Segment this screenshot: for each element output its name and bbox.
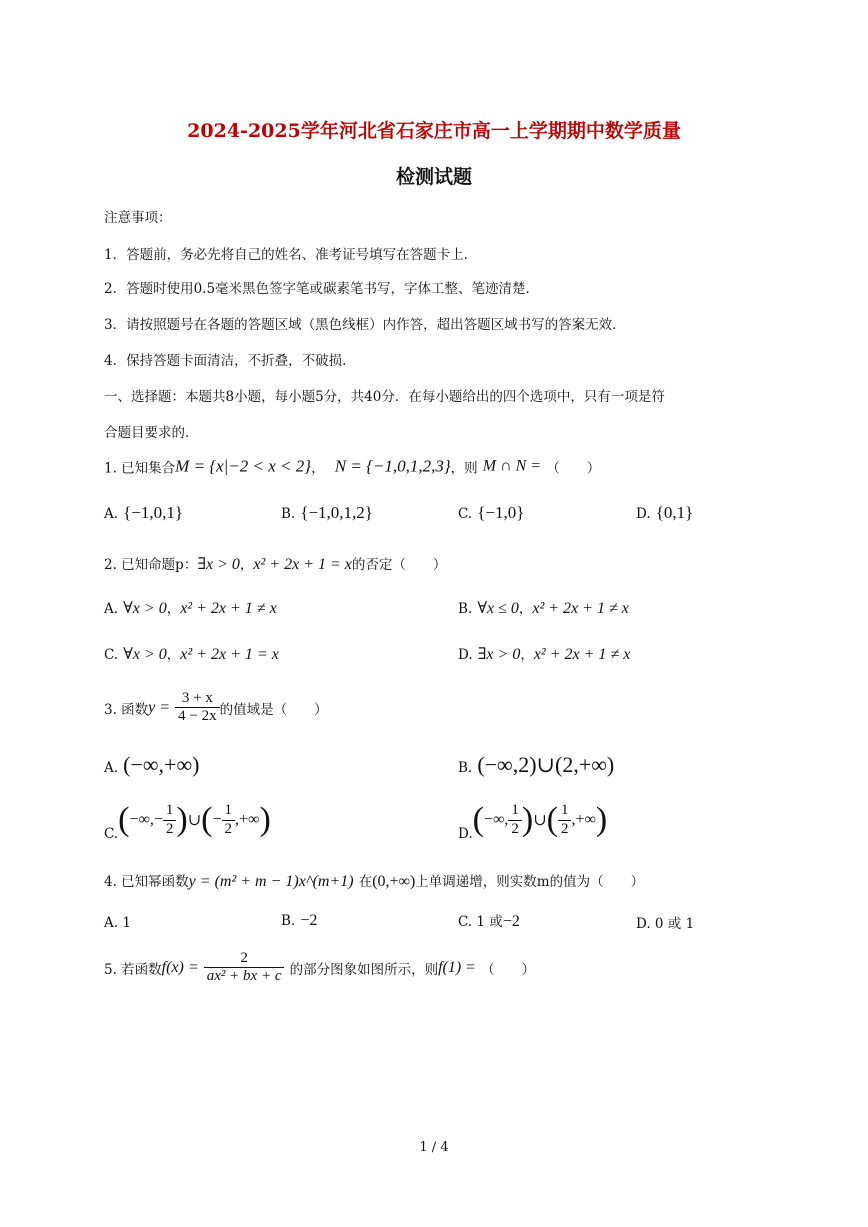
q1-option-b (281, 503, 373, 523)
q1-option-d-label: D. (636, 506, 651, 522)
q3-option-a-value: (−∞,+∞) (123, 752, 200, 777)
title-line-2: 检测试题 (395, 166, 472, 188)
q4-option-c-label: C. 1 或 (458, 914, 503, 930)
q1-option-a-label: A. (104, 506, 119, 522)
notice-item-3: 3．请按照题号在各题的答题区域（黑色线框）内作答，超出答题区域书写的答案无效． (104, 317, 626, 333)
q2-option-a-label: A. (104, 601, 119, 617)
q5-f1: f(1) = (438, 958, 476, 976)
q2-option-c: C. ∀x > 0，x² + 2x + 1 = x (104, 646, 279, 663)
q4-option-a (104, 912, 131, 932)
q3-fraction (175, 690, 219, 726)
q1-paren: （ ） (546, 460, 601, 477)
page-number: 1 / 4 (419, 1140, 449, 1155)
q4-option-c-value: −2 (502, 913, 520, 930)
q4-option-b-label: B. (281, 913, 296, 929)
q3-suffix: 的值域是（ ） (219, 701, 328, 718)
q2-comma: ， (239, 557, 254, 573)
q5-denominator: ax² + bx + c (204, 967, 285, 985)
q3-option-b-value: (−∞,2)∪(2,+∞) (477, 752, 615, 777)
question-3 (104, 690, 328, 726)
question-5 (104, 950, 535, 986)
q1-option-b-label: B. (281, 506, 296, 522)
q2-option-d-expr: x² + 2x + 1 ≠ x (533, 646, 631, 663)
q2-option-d: D. ∃x > 0，x² + 2x + 1 ≠ x (458, 646, 631, 663)
q1-sep: ， (311, 460, 325, 477)
q4-option-a-label: A. 1 (104, 915, 131, 931)
notice-item-4: 4．保持答题卡面清洁，不折叠，不破损． (104, 353, 356, 369)
q3-option-b-label: B. (458, 760, 473, 776)
q2-option-b-expr: x² + 2x + 1 ≠ x (532, 600, 629, 617)
q2-part1: ∃x > 0 (197, 556, 240, 573)
notice-heading: 注意事项： (104, 210, 172, 226)
q4-option-c (458, 910, 520, 931)
q4-prefix: 4. 已知幂函数 (104, 874, 189, 890)
q4-suffix: 上单调递增，则实数m的值为（ ） (415, 874, 645, 890)
q1-then: ，则 (450, 460, 478, 477)
q4-option-b (281, 910, 317, 930)
q5-paren: （ ） (481, 961, 536, 978)
q3-option-b (458, 752, 614, 778)
q1-option-d (636, 503, 693, 523)
q1-set-m: M = {x|−2 < x < 2} (175, 456, 312, 476)
q5-fraction (204, 950, 285, 986)
q1-option-c-value: {−1,0} (477, 503, 525, 522)
question-1 (104, 456, 600, 477)
q1-option-a-value: {−1,0,1} (123, 503, 184, 522)
q2-option-d-label: D. (458, 647, 473, 663)
q1-prefix: 1. 已知集合 (104, 460, 176, 477)
q4-interval: (0,+∞) (372, 873, 416, 890)
q3-option-a-label: A. (104, 760, 119, 776)
q3-option-c-label: C. (104, 826, 119, 842)
q2-option-b-quantifier: ∀x ≤ 0 (477, 600, 519, 617)
q1-option-c-label: C. (458, 506, 473, 522)
q4-in: 在 (358, 874, 373, 890)
q4-option-b-value: −2 (300, 912, 318, 929)
question-4 (104, 870, 644, 891)
title-line-1: 2024-2025学年河北省石家庄市高一上学期期中数学质量 (187, 120, 681, 142)
q3-option-d: D. ( −∞, $\frac{1}{2}$ ) ∪ ( $\frac{1}{2}$ ,+∞ ) (458, 801, 608, 842)
q4-option-d-label: D. 0 或 1 (636, 916, 695, 932)
notice-item-2: 2．答题时使用0.5毫米黑色签字笔或碳素笔书写，字体工整、笔迹清楚． (104, 281, 540, 297)
q2-option-b: B. ∀x ≤ 0，x² + 2x + 1 ≠ x (458, 600, 629, 617)
q2-prefix: 2. 已知命题p： (104, 557, 198, 573)
q1-option-d-value: {0,1} (655, 503, 694, 522)
q5-prefix: 5. 若函数 (104, 961, 162, 978)
q5-numerator: 2 (240, 950, 248, 966)
q2-option-b-label: B. (458, 601, 473, 617)
section-1-line-1: 一、选择题：本题共8小题，每小题5分，共40分．在每小题给出的四个选项中，只有一项是符 (104, 389, 665, 405)
q3-prefix: 3. 函数 (104, 701, 149, 718)
question-2 (104, 553, 446, 574)
q3-y-eq: y = (148, 698, 171, 716)
q1-set-n: N = {−1,0,1,2,3} (334, 456, 451, 476)
q5-fx: f(x) = (161, 958, 199, 976)
notice-item-1: 1．答题前，务必先将自己的姓名、准考证号填写在答题卡上． (104, 247, 478, 263)
q3-denominator: 4 − 2x (175, 707, 219, 725)
q5-mid: 的部分图象如图所示，则 (289, 961, 439, 978)
section-1-line-2: 合题目要求的． (104, 425, 199, 441)
q1-option-a (104, 503, 183, 523)
q2-part2: x² + 2x + 1 = x (253, 556, 352, 573)
q3-numerator: 3 + x (181, 690, 213, 706)
q1-option-b-value: {−1,0,1,2} (300, 503, 373, 522)
q2-option-d-quantifier: ∃x > 0 (477, 646, 521, 663)
q3-option-a (104, 752, 199, 778)
q2-option-a-expr: x² + 2x + 1 ≠ x (180, 600, 277, 617)
q2-option-c-label: C. (104, 647, 119, 663)
q1-expr: M ∩ N = (482, 457, 542, 475)
q3-option-c: C. ( −∞,− $\frac{1}{2}$ ) ∪ ( − $\frac{1}{2}$ ,+∞ ) (104, 801, 271, 842)
q3-option-d-label: D. (458, 826, 473, 842)
q2-option-a-quantifier: ∀x > 0 (123, 600, 167, 617)
q2-suffix: 的否定（ ） (351, 557, 447, 573)
q4-func: y = (m² + m − 1)x^(m+1) (188, 873, 354, 890)
q2-option-c-expr: x² + 2x + 1 = x (180, 646, 279, 663)
q2-option-c-quantifier: ∀x > 0 (123, 646, 167, 663)
q2-option-a: A. ∀x > 0，x² + 2x + 1 ≠ x (104, 600, 277, 617)
q4-option-d (636, 912, 694, 933)
q1-option-c (458, 503, 524, 523)
